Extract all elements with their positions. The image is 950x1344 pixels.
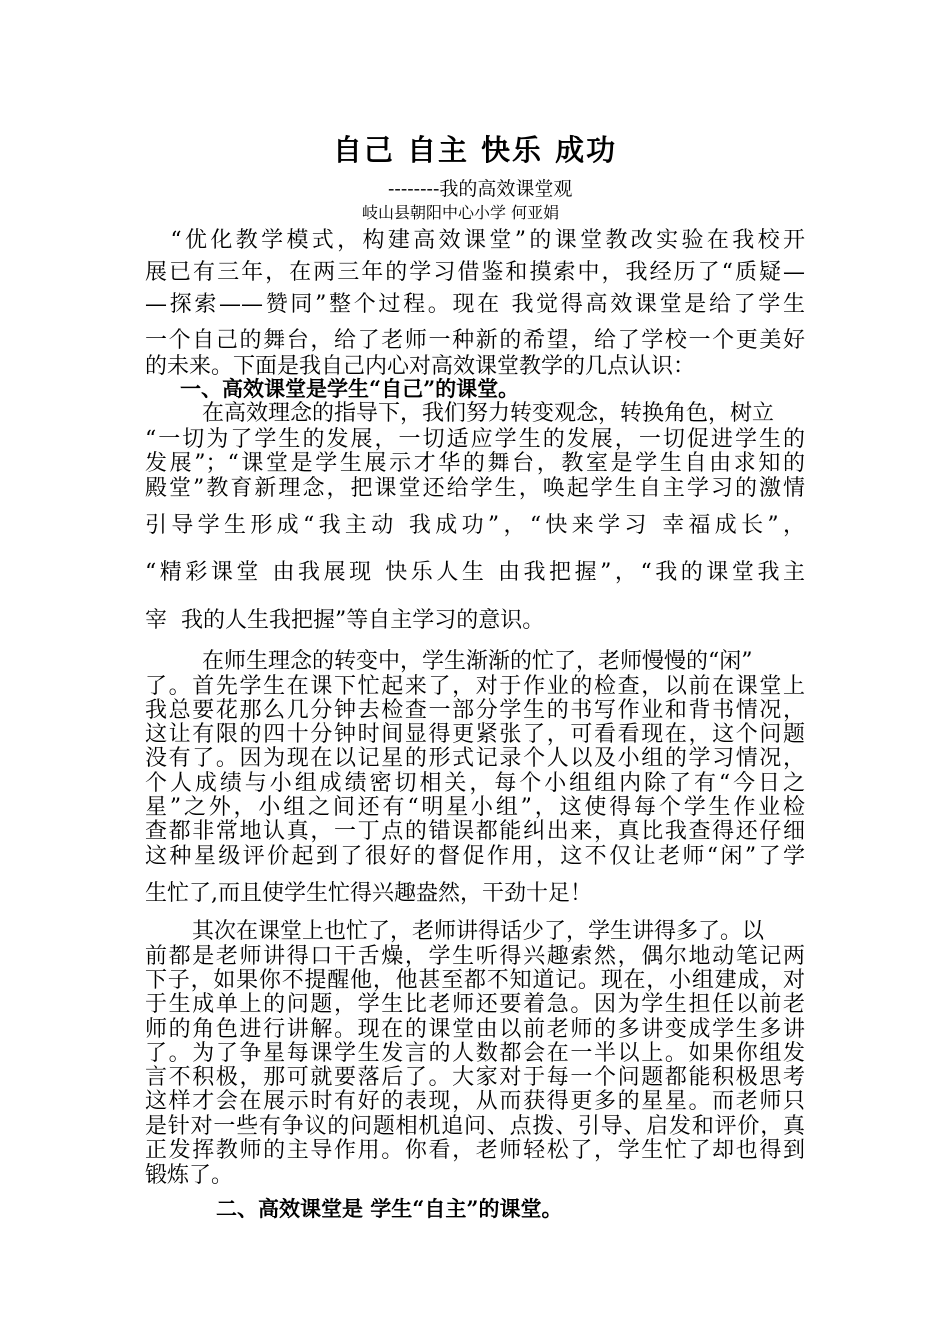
- section-heading-2: 二、高效课堂是 学生“自主”的课堂。: [216, 1196, 563, 1221]
- text-line: “优化教学模式，构建高效课堂”的课堂教改实验在我校开: [145, 228, 805, 253]
- text-line: “一切为了学生的发展，一切适应学生的发展，一切促进学生的: [145, 427, 805, 452]
- text-line: 是针对一些有争议的问题相机追问、点拨、引导、启发和评价，真: [145, 1114, 805, 1139]
- document-title: 自己 自主 快乐 成功: [332, 133, 618, 167]
- text-line: 正发挥教师的主导作用。你看，老师轻松了，学生忙了却也得到: [145, 1138, 805, 1163]
- document-author: 岐山县朝阳中心小学 何亚娟: [362, 203, 560, 222]
- text-line: 在师生理念的转变中，学生渐渐的忙了，老师慢慢的“闲”: [202, 649, 753, 674]
- text-line: 的未来。下面是我自己内心对高效课堂教学的几点认识：: [145, 354, 696, 379]
- text-line: 展已有三年，在两三年的学习借鉴和摸索中，我经历了“质疑—: [145, 260, 805, 285]
- text-line: 我总要花那么几分钟去检查一部分学生的书写作业和背书情况，: [145, 698, 805, 723]
- text-line: 了。首先学生在课下忙起来了，对于作业的检查，以前在课堂上: [145, 674, 805, 699]
- section-heading-1: 一、高效课堂是学生“自己”的课堂。: [180, 376, 520, 401]
- text-line: 这样才会在展示时有好的表现，从而获得更多的星星。而老师只: [145, 1089, 805, 1114]
- text-line: 这种星级评价起到了很好的督促作用，这不仅让老师“闲”了学: [145, 844, 805, 869]
- text-line: 前都是老师讲得口干舌燥，学生听得兴趣索然，偶尔地动笔记两: [145, 944, 805, 969]
- text-line: 下子，如果你不提醒他，他甚至都不知道记。现在，小组建成，对: [145, 968, 805, 993]
- text-line: 引导学生形成“我主动 我成功”，“快来学习 幸福成长”，: [145, 513, 805, 538]
- text-line: 锻炼了。: [145, 1163, 234, 1188]
- text-line: “精彩课堂 由我展现 快乐人生 由我把握”，“我的课堂我主: [145, 560, 805, 585]
- text-line: 在高效理念的指导下，我们努力转变观念，转换角色，树立: [202, 401, 775, 426]
- text-line: 一个自己的舞台，给了老师一种新的希望，给了学校一个更美好: [145, 328, 805, 353]
- text-line: 言不积极，那可就要落后了。大家对于每一个问题都能积极思考: [145, 1065, 805, 1090]
- text-line: 宰 我的人生我把握”等自主学习的意识。: [145, 608, 545, 633]
- text-line: 星”之外，小组之间还有“明星小组”，这使得每个学生作业检: [145, 795, 805, 820]
- document-subtitle: --------我的高效课堂观: [388, 178, 573, 200]
- text-line: 师的角色进行讲解。现在的课堂由以前老师的多讲变成学生多讲: [145, 1017, 805, 1042]
- text-line: 了。为了争星每课学生发言的人数都会在一半以上。如果你组发: [145, 1041, 805, 1066]
- text-line: 生忙了,而且使学生忙得兴趣盎然，干劲十足！: [145, 881, 592, 906]
- text-line: 查都非常地认真，一丁点的错误都能纠出来，真比我查得还仔细: [145, 819, 805, 844]
- text-line: 发展”；“课堂是学生展示才华的舞台，教室是学生自由求知的: [145, 451, 805, 476]
- text-line: 殿堂”教育新理念，把课堂还给学生，唤起学生自主学习的激情: [145, 476, 805, 501]
- text-line: 这让有限的四十分钟时间显得更紧张了，可看看现在，这个问题: [145, 722, 805, 747]
- text-line: 没有了。因为现在以记星的形式记录个人以及小组的学习情况，: [145, 746, 805, 771]
- text-line: —探索——赞同”整个过程。现在 我觉得高效课堂是给了学生: [145, 292, 805, 317]
- text-line: 其次在课堂上也忙了，老师讲得话少了，学生讲得多了。以: [192, 919, 765, 944]
- text-line: 个人成绩与小组成绩密切相关，每个小组组内除了有“今日之: [145, 771, 805, 796]
- text-line: 于生成单上的问题，学生比老师还要着急。因为学生担任以前老: [145, 992, 805, 1017]
